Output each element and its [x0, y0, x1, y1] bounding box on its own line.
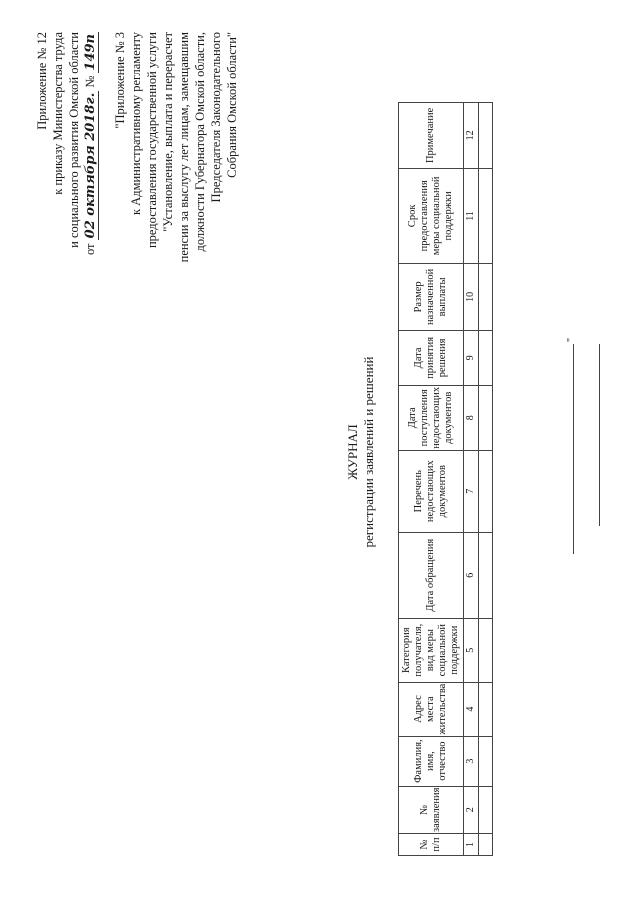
column-number: 2 — [464, 786, 479, 833]
header-cell: Примечание — [399, 102, 464, 168]
regulation-line: "Установление, выплата и перерасчет — [161, 32, 175, 232]
order-date-line — [82, 32, 99, 392]
empty-cell — [479, 682, 493, 736]
regulation-line: Председателя Законодательного — [209, 32, 223, 203]
column-number: 5 — [464, 618, 479, 682]
order-appendix-block — [34, 32, 99, 392]
header-cell: Дата обращения — [399, 532, 464, 618]
signature-lines — [565, 344, 605, 554]
column-number: 4 — [464, 682, 479, 736]
table-header-row — [399, 102, 464, 855]
empty-cell — [479, 532, 493, 618]
order-region-line: и социального развития Омской области — [67, 32, 81, 248]
column-number: 10 — [464, 263, 479, 330]
header-cell: № п/п — [399, 834, 464, 856]
regulation-line: предоставления государственной услуги — [145, 32, 159, 249]
signature-line-lower — [599, 344, 600, 526]
regulation-line: к Административному регламенту — [129, 32, 143, 216]
order-date-prefix: от — [83, 243, 97, 256]
signature-line-upper — [573, 344, 574, 554]
column-number: 9 — [464, 330, 479, 385]
empty-cell — [479, 736, 493, 786]
empty-cell — [479, 385, 493, 450]
regulation-appendix-block — [112, 32, 240, 472]
empty-cell — [479, 263, 493, 330]
closing-quote: " — [566, 337, 577, 342]
header-cell: Адрес места жительства — [399, 682, 464, 736]
regulation-line: "Приложение № 3 — [113, 32, 127, 129]
journal-title: ЖУРНАЛ — [345, 424, 360, 480]
empty-cell — [479, 834, 493, 856]
regulation-line: должности Губернатора Омской области, — [193, 32, 207, 252]
empty-cell — [479, 786, 493, 833]
empty-cell — [479, 168, 493, 263]
column-number: 3 — [464, 736, 479, 786]
appendix-number: Приложение № 12 — [35, 32, 49, 130]
column-number: 7 — [464, 450, 479, 532]
header-cell: Дата поступления недостающих документов — [399, 385, 464, 450]
header-cell: Срок предоставления меры социальной поддержки — [399, 168, 464, 263]
empty-cell — [479, 618, 493, 682]
order-date-handwritten: 02 октября 2018г. — [83, 92, 98, 239]
journal-heading — [345, 0, 377, 904]
column-number: 1 — [464, 834, 479, 856]
header-cell: Фамилия, имя, отчество — [399, 736, 464, 786]
table-empty-row — [479, 102, 493, 855]
empty-cell — [479, 102, 493, 168]
header-cell: Перечень недостающих документов — [399, 450, 464, 532]
journal-subtitle: регистрации заявлений и решений — [361, 356, 376, 548]
empty-cell — [479, 450, 493, 532]
order-number-prefix: № — [83, 75, 97, 88]
header-cell: № заявления — [399, 786, 464, 833]
registration-table — [398, 102, 493, 856]
table-number-row — [464, 102, 479, 855]
column-number: 11 — [464, 168, 479, 263]
header-cell: Размер назначенной выплаты — [399, 263, 464, 330]
column-number: 8 — [464, 385, 479, 450]
column-number: 12 — [464, 102, 479, 168]
header-cell: Категория получателя, вид меры социальной поддержки — [399, 618, 464, 682]
regulation-line: пенсии за выслугу лет лицам, замещавшим — [177, 32, 191, 263]
regulation-line: Собрания Омской области" — [225, 32, 239, 178]
empty-cell — [479, 330, 493, 385]
order-number-handwritten: 149п — [83, 34, 98, 71]
column-number: 6 — [464, 532, 479, 618]
order-ministry-line: к приказу Министерства труда — [51, 32, 65, 195]
header-cell: Дата принятия решения — [399, 330, 464, 385]
